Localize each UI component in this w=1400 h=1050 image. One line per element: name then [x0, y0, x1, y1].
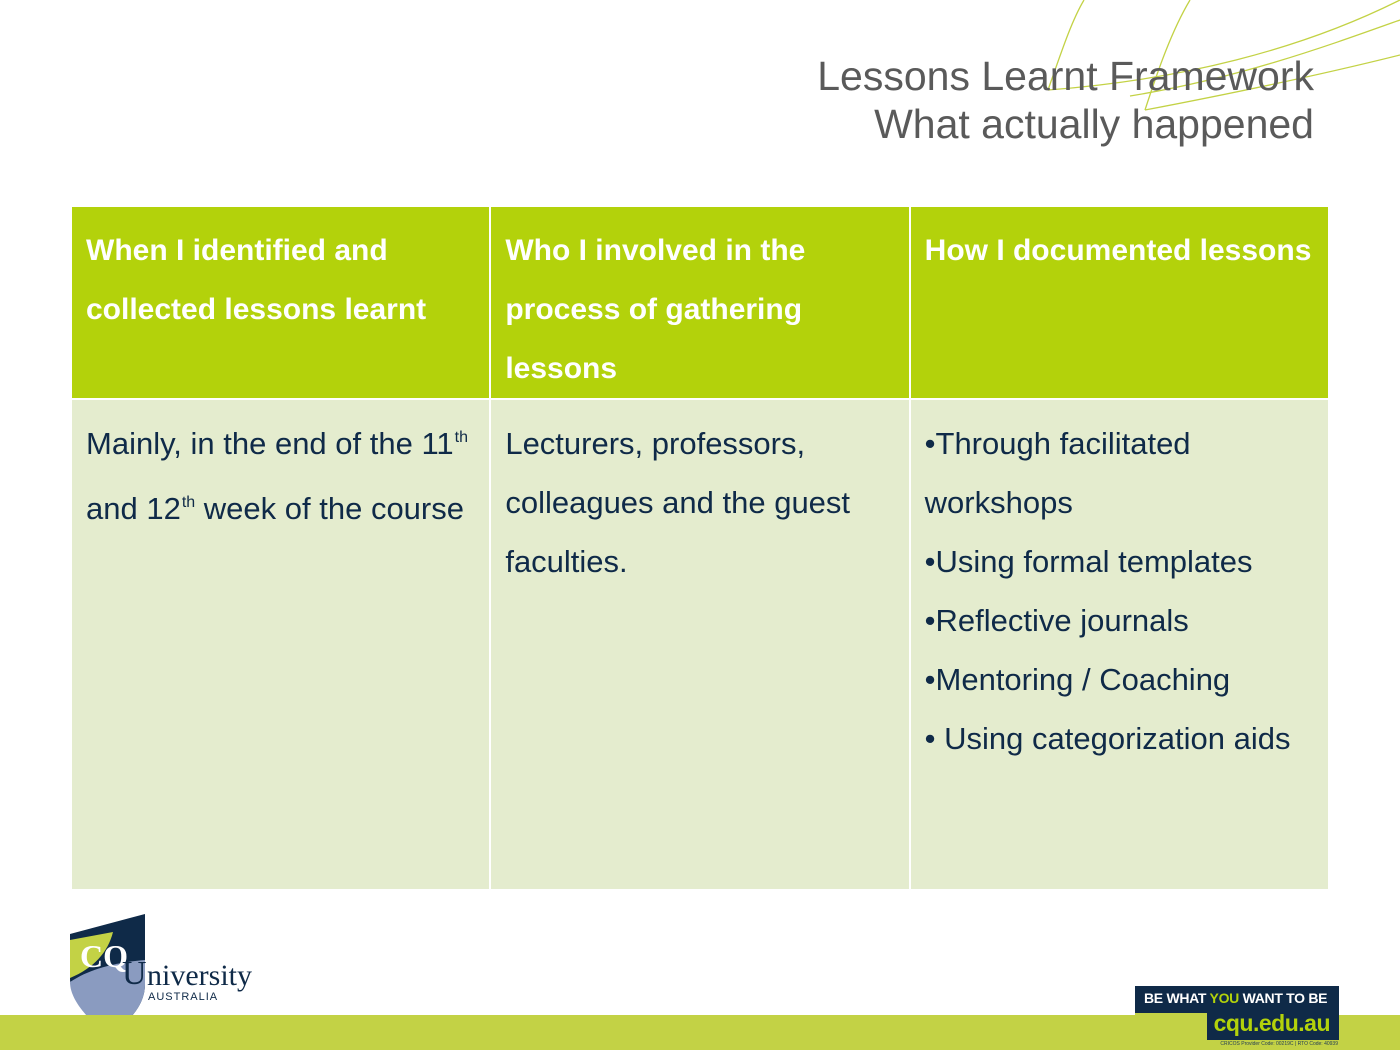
list-item: •Through facilitated workshops: [924, 426, 1191, 520]
tagline-part1: BE WHAT: [1144, 990, 1210, 1006]
slide-title: [817, 52, 1314, 148]
header-how: How I documented lessons: [910, 206, 1329, 399]
logo-country: AUSTRALIA: [148, 991, 219, 1003]
cell-when-text-part1: Mainly, in the end of the 11: [86, 426, 454, 461]
cell-how: [910, 399, 1329, 890]
lessons-table: [70, 205, 1330, 891]
cell-when: [71, 399, 490, 890]
logo-monogram: CQ: [80, 938, 128, 974]
tagline-badge: [1135, 986, 1339, 1040]
slide-title-line1: Lessons Learnt Framework: [817, 53, 1314, 99]
badge-notch: [1135, 1013, 1207, 1040]
website-url[interactable]: cqu.edu.au: [1213, 1010, 1330, 1036]
logo-name-rest: niversity: [147, 959, 252, 992]
ordinal-suffix: th: [181, 494, 196, 511]
table-row: [71, 399, 1329, 890]
cell-when-text-part3: week of the course: [195, 491, 464, 526]
header-when: When I identified and collected lessons learnt: [71, 206, 490, 399]
list-item: •Mentoring / Coaching: [924, 662, 1231, 697]
logo-name-initial: U: [122, 955, 147, 992]
slide-title-line2: What actually happened: [874, 101, 1314, 147]
cell-who: Lecturers, professors, colleagues and the guest faculties.: [490, 399, 909, 890]
header-who: Who I involved in the process of gathering lessons: [490, 206, 909, 399]
tagline-you: YOU: [1209, 990, 1239, 1006]
cricos-code: CRICOS Provider Code: 00219C | RTO Code: 40939: [1220, 1041, 1338, 1047]
list-item: •Using formal templates: [924, 544, 1253, 579]
ordinal-suffix: th: [454, 429, 468, 446]
tagline-text: [1144, 990, 1327, 1006]
tagline-part2: WANT TO BE: [1238, 990, 1328, 1006]
list-item: •Reflective journals: [924, 603, 1189, 638]
cell-when-text-part2: and 12: [86, 491, 181, 526]
table-header-row: [71, 206, 1329, 399]
list-item: • Using categorization aids: [924, 721, 1291, 756]
